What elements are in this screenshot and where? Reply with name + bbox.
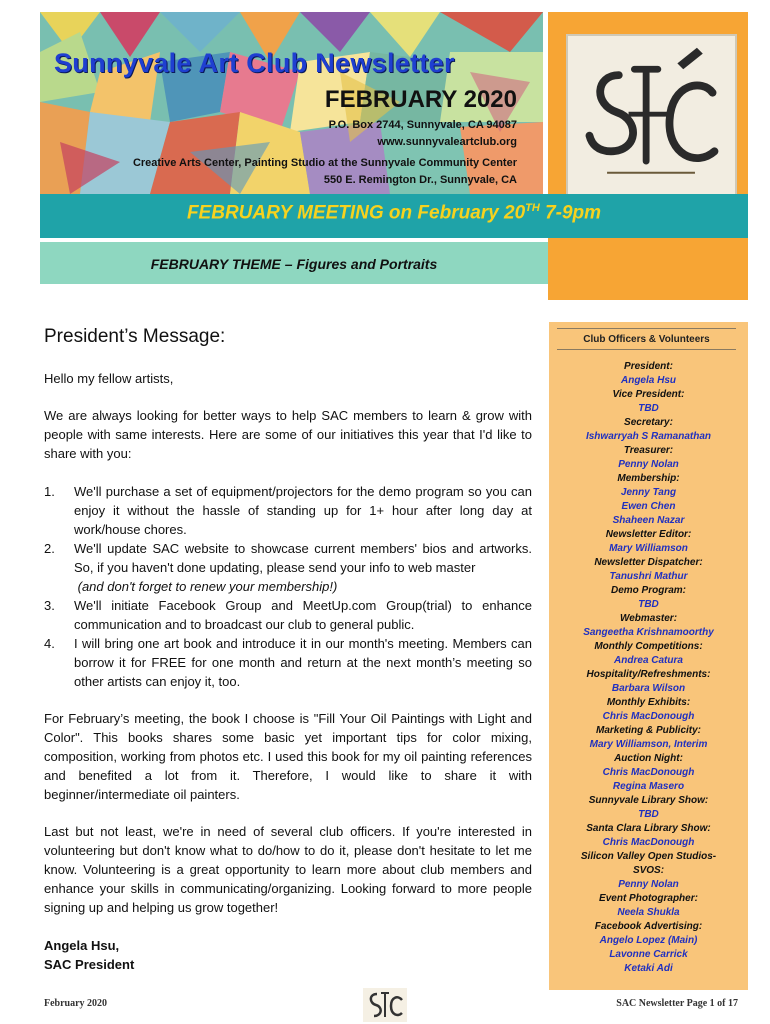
officer-role: Treasurer: [623, 445, 674, 456]
sidebar-heading: Club Officers & Volunteers [557, 328, 736, 350]
officers-list [549, 360, 748, 976]
officer-name: Penny Nolan [618, 879, 679, 890]
signature-role: SAC President [44, 957, 135, 972]
signature [44, 936, 134, 974]
officer-name: Lavonne Carrick [609, 949, 688, 960]
officer-name: Barbara Wilson [611, 683, 686, 694]
officer-name: Ishwarryah S Ramanathan [585, 431, 712, 442]
officer-role: Santa Clara Library Show: [586, 823, 711, 834]
closing-paragraph: Last but not least, we're in need of several club officers. If you're interested in volunteering but don't know what to do/how to do it, please don't hesitate to let me know. Volunteering is a great opportunity to learn more about club members and enhance your skills in communicating/organizing. Looking forward to more people signing up and helping us grow together! [44, 824, 532, 915]
initiatives-list [44, 482, 532, 691]
officer-name: Jenny Tang [620, 487, 677, 498]
newsletter-banner [40, 12, 543, 194]
officer-role: Monthly Exhibits: [606, 697, 691, 708]
officer-role: Webmaster: [619, 613, 678, 624]
officer-name: Regina Masero [612, 781, 685, 792]
list-item: 3. We'll initiate Facebook Group and MeetUp.com Group(trial) to enhance communication and to broadcast our club to general public. [44, 598, 532, 632]
officer-role: Vice President: [612, 389, 685, 400]
sac-logo-icon [568, 36, 735, 208]
officer-role: Silicon Valley Open Studios- [580, 851, 717, 862]
list-item: 4. I will bring one art book and introduce it in our month's meeting. Members can borrow it for FREE for one month and return at the next month’s meeting so other artists can enjoy it, too. [44, 636, 532, 689]
theme-heading: FEBRUARY THEME – Figures and Portraits [150, 256, 438, 272]
officer-name: Neela Shukla [617, 907, 680, 918]
officer-name: Ketaki Adi [624, 963, 673, 974]
officer-role: Newsletter Dispatcher: [594, 557, 703, 568]
venue: Creative Arts Center, Painting Studio at the Sunnyvale Community Center [132, 157, 517, 169]
greeting: Hello my fellow artists, [44, 371, 174, 386]
sac-logo [566, 34, 737, 210]
officer-name: TBD [638, 599, 659, 610]
website-link[interactable]: www.sunnyvaleartclub.org [377, 136, 517, 148]
officer-name: Angela Hsu [620, 375, 676, 386]
po-box: P.O. Box 2744, Sunnyvale, CA 94087 [328, 119, 517, 131]
meeting-heading: FEBRUARY MEETING on February 20TH 7-9pm [186, 202, 602, 224]
officer-role: Sunnyvale Library Show: [588, 795, 709, 806]
officer-name: Ewen Chen [621, 501, 676, 512]
list-item: 1. We'll purchase a set of equipment/projectors for the demo program so you can enjoy it without the hassle of standing up for 1+ hour after long day at work/house chores. [44, 484, 532, 537]
footer-date: February 2020 [44, 998, 108, 1009]
officer-name: Tanushri Mathur [609, 571, 688, 582]
street-address: 550 E. Remington Dr., Sunnyvale, CA [323, 174, 517, 186]
officer-role: SVOS: [632, 865, 665, 876]
officer-role: Demo Program: [610, 585, 686, 596]
officer-role: Secretary: [624, 417, 673, 428]
meeting-banner [40, 194, 748, 238]
officers-sidebar [549, 322, 748, 990]
list-item: 2. We'll update SAC website to showcase current members' bios and artworks. So, if you haven't done updating, please send your info to web master (and don't forget to renew your membership!) [44, 541, 532, 594]
officer-role: Newsletter Editor: [605, 529, 692, 540]
officer-name: Sangeetha Krishnamoorthy [583, 627, 714, 638]
officer-name: Chris MacDonough [602, 711, 695, 722]
officer-name: Mary Williamson, Interim [589, 739, 708, 750]
officer-name: Chris MacDonough [602, 767, 695, 778]
signature-name: Angela Hsu, [44, 938, 120, 953]
officer-role: President: [624, 361, 673, 372]
book-paragraph: For February’s meeting, the book I choose is "Fill Your Oil Paintings with Light and Color". This books shares some basic yet important tips for color mixing, composition, working from photos etc. I used this book for my oil painting references and benefited a lot from it. Therefore, I would like to share it with beginner/intermediate oil painters. [44, 711, 532, 802]
officer-role: Membership: [617, 473, 680, 484]
officer-name: Chris MacDonough [602, 837, 695, 848]
officer-role: Auction Night: [614, 753, 683, 764]
footer-page: SAC Newsletter Page 1 of 17 [616, 998, 738, 1009]
officer-name: Andrea Catura [614, 655, 683, 666]
officer-role: Hospitality/Refreshments: [586, 669, 711, 680]
issue-month: FEBRUARY 2020 [324, 86, 517, 113]
officer-role: Monthly Competitions: [594, 641, 703, 652]
officer-role: Event Photographer: [599, 893, 698, 904]
footer-logo-icon [363, 988, 407, 1022]
officer-name: Shaheen Nazar [612, 515, 685, 526]
officer-name: Angelo Lopez (Main) [599, 935, 698, 946]
officer-role: Marketing & Publicity: [595, 725, 701, 736]
newsletter-title: Sunnyvale Art Club Newsletter [54, 48, 455, 78]
officer-name: Penny Nolan [618, 459, 679, 470]
officer-role: Facebook Advertising: [594, 921, 703, 932]
officer-name: Mary Williamson [609, 543, 688, 554]
theme-banner [40, 242, 548, 284]
officer-name: TBD [638, 809, 659, 820]
intro-paragraph: We are always looking for better ways to help SAC members to learn & grow with people with same interests. Here are some of our initiatives this year that I'd like to share with you: [44, 408, 532, 461]
president-message-title: President’s Message: [44, 326, 226, 347]
officer-name: TBD [638, 403, 659, 414]
